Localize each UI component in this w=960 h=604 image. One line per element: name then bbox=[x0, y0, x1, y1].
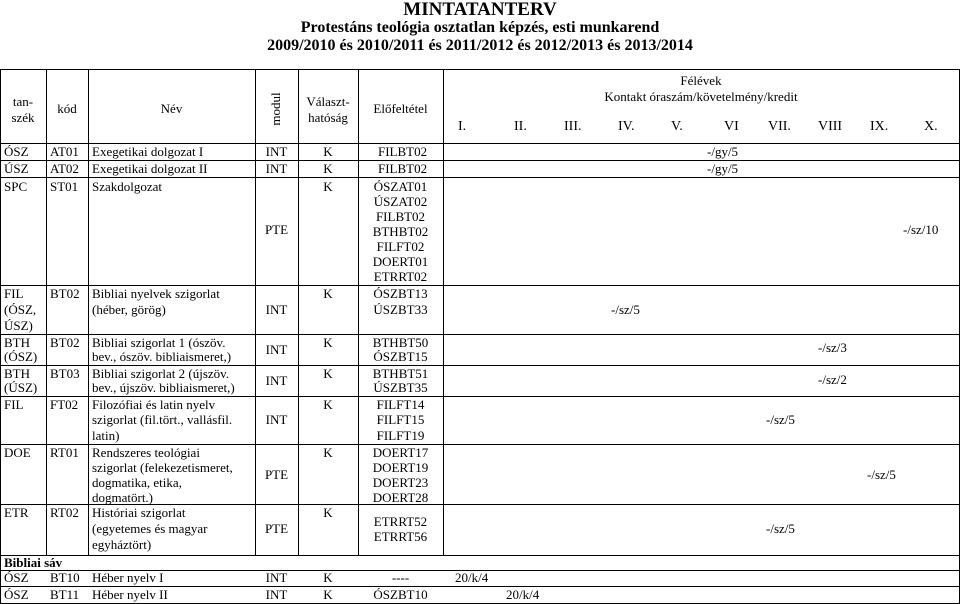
cell-valasztas: K bbox=[323, 445, 333, 460]
cell-modul: INT bbox=[265, 342, 288, 357]
cell-name: (egyetemes és magyar bbox=[92, 521, 208, 536]
header-kontakt: Kontakt óraszám/követelmény/kredit bbox=[604, 89, 798, 104]
cell-prereq: ÚSZBT35 bbox=[373, 380, 428, 395]
cell-name: Bibliai szigorlat 2 (újszöv. bbox=[92, 366, 230, 381]
cell-dept: SPC bbox=[4, 179, 28, 194]
header-semester-6: VI bbox=[724, 119, 739, 134]
cell-code: BT02 bbox=[50, 286, 80, 301]
cell-kredit: -/gy/5 bbox=[707, 161, 739, 176]
cell-prereq: ÚSZBT33 bbox=[373, 302, 428, 317]
cell-dept: FIL bbox=[4, 286, 24, 301]
cell-name: Exegetikai dolgozat I bbox=[92, 144, 204, 159]
header-nev: Név bbox=[160, 101, 183, 116]
cell-name: bev., újszöv. bibliaismeret,) bbox=[92, 380, 235, 395]
header-semester-9: IX. bbox=[870, 119, 889, 134]
cell-modul: PTE bbox=[264, 521, 289, 536]
cell-modul: INT bbox=[265, 373, 288, 388]
cell-valasztas: K bbox=[323, 161, 333, 176]
cell-code: AT01 bbox=[50, 144, 79, 159]
cell-prereq: FILFT02 bbox=[376, 239, 425, 254]
header-valasztas-line2: hatóság bbox=[308, 110, 348, 125]
cell-dept: (ÓSZ) bbox=[4, 349, 38, 364]
cell-modul: INT bbox=[265, 302, 288, 317]
cell-name: bev., ószöv. bibliaismeret,) bbox=[92, 349, 232, 364]
cell-valasztas: K bbox=[323, 286, 333, 301]
cell-modul: INT bbox=[265, 570, 288, 585]
cell-prereq: ETRRT56 bbox=[373, 529, 428, 544]
cell-name: Héber nyelv I bbox=[92, 570, 164, 585]
cell-prereq: DOERT23 bbox=[372, 475, 429, 490]
cell-dept: ÓSZ bbox=[4, 144, 29, 159]
cell-modul: PTE bbox=[264, 467, 289, 482]
cell-dept: ÚSZ bbox=[4, 161, 29, 176]
cell-modul: INT bbox=[265, 587, 288, 602]
cell-name: Bibliai szigorlat 1 (ószöv. bbox=[92, 335, 226, 350]
cell-prereq: FILBT02 bbox=[378, 144, 428, 159]
cell-name: Históriai szigorlat bbox=[92, 505, 186, 520]
cell-dept: BTH bbox=[4, 366, 30, 381]
cell-name: Bibliai nyelvek szigorlat bbox=[92, 286, 220, 301]
cell-prereq: ETRRT52 bbox=[373, 514, 428, 529]
cell-modul: PTE bbox=[264, 222, 289, 237]
cell-code: BT10 bbox=[50, 570, 80, 585]
header-semester-5: V. bbox=[671, 119, 683, 134]
cell-kredit: 20/k/4 bbox=[455, 570, 489, 585]
cell-kredit: -/sz/3 bbox=[818, 340, 847, 355]
cell-modul: INT bbox=[265, 412, 288, 427]
cell-name: Filozófiai és latin nyelv bbox=[92, 397, 216, 412]
header-valasztas-line1: Választ- bbox=[306, 94, 350, 109]
cell-dept: (ÚSZ) bbox=[4, 380, 38, 395]
cell-prereq: ---- bbox=[391, 570, 410, 585]
document-subtitle: Protestáns teológia osztatlan képzés, esti munkarend bbox=[300, 19, 660, 36]
header-kod: kód bbox=[57, 101, 77, 116]
cell-dept: BTH bbox=[4, 335, 30, 350]
cell-prereq: FILBT02 bbox=[375, 209, 426, 224]
cell-name: szigorlat (fil.tört., vallásfil. bbox=[92, 412, 233, 427]
cell-prereq: ÓSZBT15 bbox=[373, 349, 428, 364]
cell-name: szigorlat (felekezetismeret, bbox=[92, 460, 233, 475]
document-title: MINTATANTERV bbox=[403, 0, 557, 20]
cell-prereq: DOERT28 bbox=[372, 490, 429, 505]
header-felevek: Félévek bbox=[680, 73, 722, 88]
header-semester-2: II. bbox=[514, 119, 527, 134]
cell-name: latin) bbox=[92, 428, 120, 443]
header-semester-3: III. bbox=[564, 119, 582, 134]
cell-dept: DOE bbox=[4, 445, 31, 460]
header-semester-4: IV. bbox=[618, 119, 635, 134]
cell-code: RT02 bbox=[50, 505, 79, 520]
cell-valasztas: K bbox=[323, 570, 333, 585]
header-modul: modul bbox=[268, 92, 283, 126]
header-semester-7: VII. bbox=[768, 119, 791, 134]
cell-kredit: -/sz/5 bbox=[867, 467, 896, 482]
header-semester-1: I. bbox=[458, 119, 467, 134]
cell-prereq: ÓSZBT13 bbox=[373, 286, 428, 301]
cell-kredit: -/sz/2 bbox=[818, 372, 847, 387]
cell-kredit: -/sz/5 bbox=[766, 521, 795, 536]
cell-kredit: -/sz/10 bbox=[903, 222, 939, 237]
cell-code: ST01 bbox=[50, 179, 79, 194]
cell-dept: ETR bbox=[4, 505, 29, 520]
cell-dept: ÚSZ) bbox=[4, 318, 33, 333]
cell-name: Szakdolgozat bbox=[92, 179, 163, 194]
cell-prereq: DOERT01 bbox=[372, 254, 429, 269]
cell-name: dogmatört.) bbox=[92, 490, 154, 505]
cell-valasztas: K bbox=[323, 144, 333, 159]
cell-code: BT03 bbox=[50, 366, 80, 381]
cell-valasztas: K bbox=[323, 397, 333, 412]
cell-prereq: FILFT19 bbox=[376, 428, 425, 443]
cell-prereq: FILBT02 bbox=[378, 161, 428, 176]
cell-prereq: BTHBT02 bbox=[372, 224, 429, 239]
cell-valasztas: K bbox=[323, 366, 333, 381]
cell-valasztas: K bbox=[323, 587, 333, 602]
cell-valasztas: K bbox=[323, 505, 333, 520]
cell-valasztas: K bbox=[323, 179, 333, 194]
cell-dept: ÓSZ bbox=[4, 570, 29, 585]
cell-name: (héber, görög) bbox=[92, 302, 166, 317]
section-heading: Bibliai sáv bbox=[4, 555, 63, 570]
header-elofeltetel: Előfeltétel bbox=[373, 101, 428, 116]
cell-code: FT02 bbox=[50, 397, 79, 412]
cell-prereq: ETRRT02 bbox=[373, 269, 428, 284]
cell-prereq: FILFT15 bbox=[376, 412, 425, 427]
cell-prereq: BTHBT50 bbox=[372, 335, 429, 350]
cell-kredit: -/gy/5 bbox=[707, 144, 739, 159]
cell-prereq: DOERT19 bbox=[372, 460, 429, 475]
cell-name: Rendszeres teológiai bbox=[92, 445, 200, 460]
cell-modul: INT bbox=[265, 144, 288, 159]
cell-dept: FIL bbox=[4, 397, 24, 412]
header-semester-10: X. bbox=[924, 119, 938, 134]
cell-prereq: ÓSZAT01 bbox=[373, 179, 428, 194]
cell-dept: ÓSZ bbox=[4, 587, 29, 602]
cell-dept: (ÓSZ, bbox=[4, 302, 37, 317]
cell-name: egyháztört) bbox=[92, 537, 152, 552]
header-tanszek-line1: tan- bbox=[12, 94, 34, 109]
cell-name: Exegetikai dolgozat II bbox=[92, 161, 208, 176]
cell-prereq: BTHBT51 bbox=[372, 366, 429, 381]
cell-kredit: -/sz/5 bbox=[766, 412, 795, 427]
cell-kredit: 20/k/4 bbox=[506, 587, 540, 602]
cell-name: Héber nyelv II bbox=[92, 587, 168, 602]
cell-code: AT02 bbox=[50, 161, 79, 176]
cell-prereq: ÓSZBT10 bbox=[373, 587, 428, 602]
academic-years: 2009/2010 és 2010/2011 és 2011/2012 és 2012/2013 és 2013/2014 bbox=[267, 37, 693, 54]
header-tanszek-line2: szék bbox=[11, 110, 35, 125]
cell-prereq: FILFT14 bbox=[376, 397, 425, 412]
cell-valasztas: K bbox=[323, 335, 333, 350]
cell-prereq: ÚSZAT02 bbox=[373, 194, 428, 209]
cell-modul: INT bbox=[265, 161, 288, 176]
cell-code: BT02 bbox=[50, 335, 80, 350]
cell-code: BT11 bbox=[50, 587, 80, 602]
cell-code: RT01 bbox=[50, 445, 79, 460]
cell-name: dogmatika, etika, bbox=[92, 475, 182, 490]
cell-prereq: DOERT17 bbox=[372, 445, 429, 460]
header-semester-8: VIII bbox=[818, 119, 843, 134]
cell-kredit: -/sz/5 bbox=[611, 302, 640, 317]
